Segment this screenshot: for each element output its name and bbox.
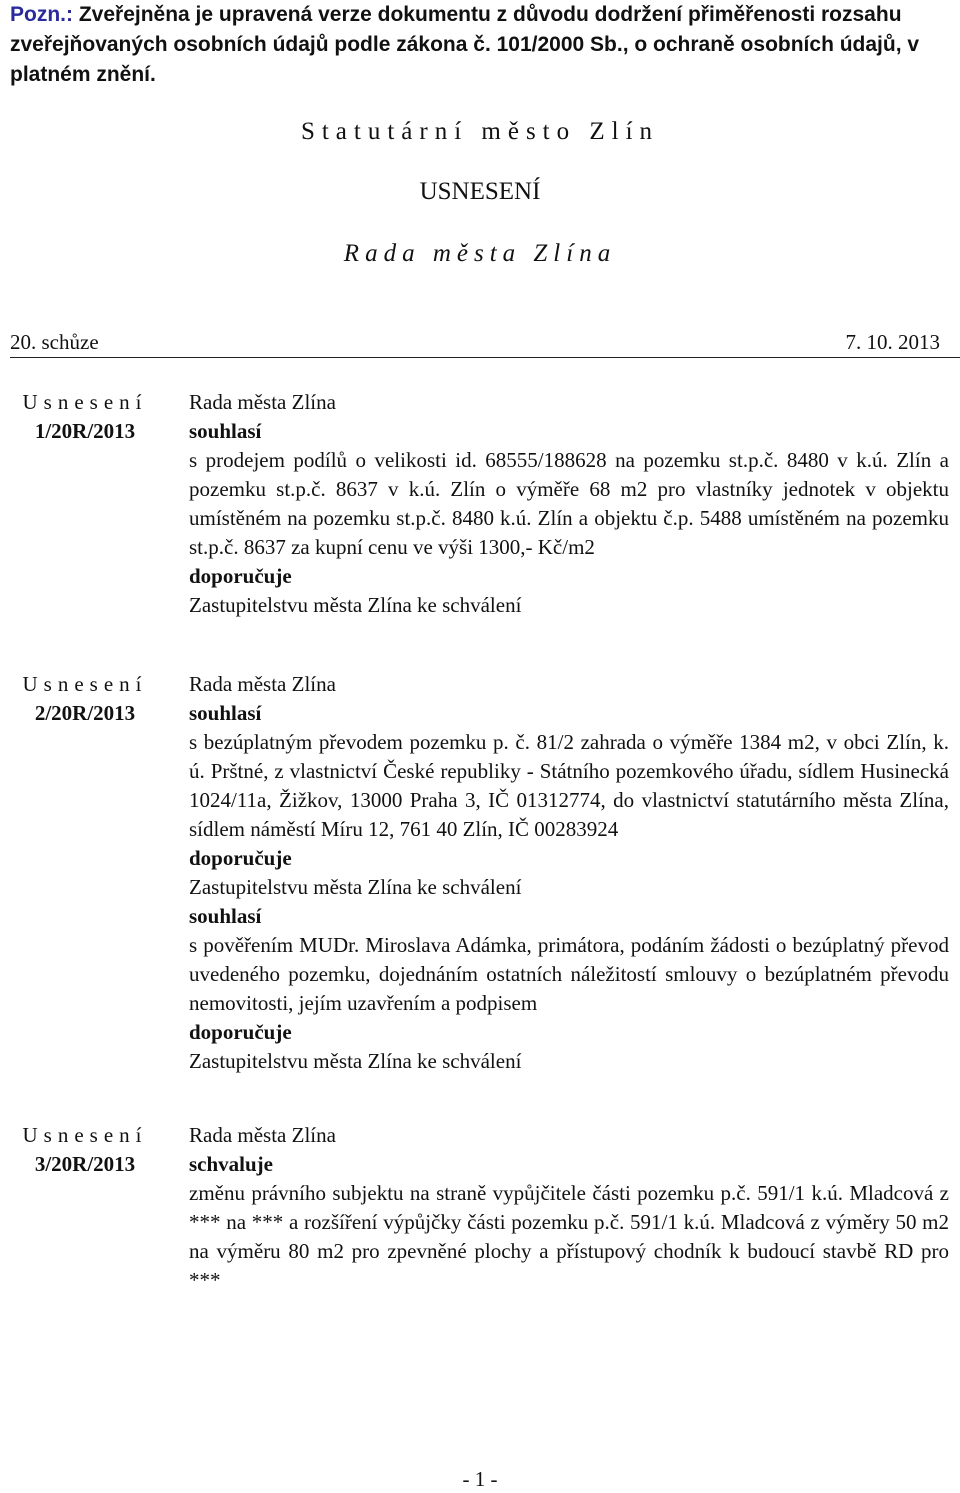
page-number: - 1 - — [462, 1467, 498, 1491]
resolution-line: souhlasí — [189, 419, 262, 443]
resolution-line: doporučuje — [189, 564, 292, 588]
resolution-label: Usnesení — [22, 1123, 148, 1147]
resolution-id — [10, 388, 160, 446]
resolution-line: Rada města Zlína — [189, 1123, 336, 1147]
session-header — [10, 330, 950, 355]
city-name: Statutární město Zlín — [300, 118, 660, 145]
resolution-number: 3/20R/2013 — [34, 1152, 136, 1176]
council-name: Rada města Zlína — [343, 240, 617, 267]
session-date: 7. 10. 2013 — [845, 330, 940, 354]
resolution-body — [189, 388, 949, 620]
resolution-id — [10, 1121, 160, 1179]
session-divider — [10, 357, 960, 358]
resolution-line: s bezúplatným převodem pozemku p. č. 81/2 zahrada o výměře 1384 m2, v obci Zlín, k. ú. Prštné, z vlastnictví České republiky - Státního pozemkového úřadu, sídlem Husinecká 1024/11a, Žižkov, 13000 Praha 3, IČ 01312774, do vlastnictví statutárního města Zlína, sídlem náměstí Míru 12, 761 40 Zlín, IČ 00283924 — [189, 730, 949, 841]
resolution-line: doporučuje — [189, 846, 292, 870]
resolution-id — [10, 670, 160, 728]
resolution-line: s pověřením MUDr. Miroslava Adámka, primátora, podáním žádosti o bezúplatný převod uvedeného pozemku, dojednáním ostatních náležitostí smlouvy o bezúplatném převodu nemovitosti, jejím uzavřením a podpisem — [189, 933, 949, 1015]
resolution-body — [189, 1121, 949, 1295]
resolution-line: Zastupitelstvu města Zlína ke schválení — [189, 593, 522, 617]
publication-notice — [10, 0, 950, 90]
notice-label: Pozn.: — [10, 3, 73, 26]
resolution-line: Rada města Zlína — [189, 390, 336, 414]
resolution-body — [189, 670, 949, 1076]
notice-text: Zveřejněna je upravená verze dokumentu z důvodu dodržení přiměřenosti rozsahu zveřejňovaných osobních údajů podle zákona č. 101/2000 Sb., o ochraně osobních údajů, v platném znění. — [10, 3, 920, 86]
session-number: 20. schůze — [10, 330, 99, 354]
resolution-label: Usnesení — [22, 672, 148, 696]
resolution-line: doporučuje — [189, 1020, 292, 1044]
resolution-line: s prodejem podílů o velikosti id. 68555/188628 na pozemku st.p.č. 8480 v k.ú. Zlín a pozemku st.p.č. 8637 v k.ú. Zlín o výměře 68 m2 pro vlastníky jednotek v objektu umístěném na pozemku st.p.č. 8480 k.ú. Zlín a objektu č.p. 5488 umístěném na pozemku st.p.č. 8637 za kupní cenu ve výši 1300,- Kč/m2 — [189, 448, 949, 559]
resolution-line: Zastupitelstvu města Zlína ke schválení — [189, 1049, 522, 1073]
resolution-line: změnu právního subjektu na straně vypůjčitele části pozemku p.č. 591/1 k.ú. Mladcová z *** na *** a rozšíření výpůjčky části pozemku p.č. 591/1 k.ú. Mladcová z výměry 50 m2 na výměru 80 m2 pro zpevněné plochy a přístupový chodník k budoucí stavbě RD pro *** — [189, 1181, 949, 1292]
resolution-line: souhlasí — [189, 904, 262, 928]
resolution-line: souhlasí — [189, 701, 262, 725]
document-title: USNESENÍ — [419, 178, 541, 205]
resolution-line: Rada města Zlína — [189, 672, 336, 696]
resolution-line: schvaluje — [189, 1152, 273, 1176]
resolution-number: 2/20R/2013 — [34, 701, 136, 725]
resolution-label: Usnesení — [22, 390, 148, 414]
resolution-number: 1/20R/2013 — [34, 419, 136, 443]
resolution-line: Zastupitelstvu města Zlína ke schválení — [189, 875, 522, 899]
